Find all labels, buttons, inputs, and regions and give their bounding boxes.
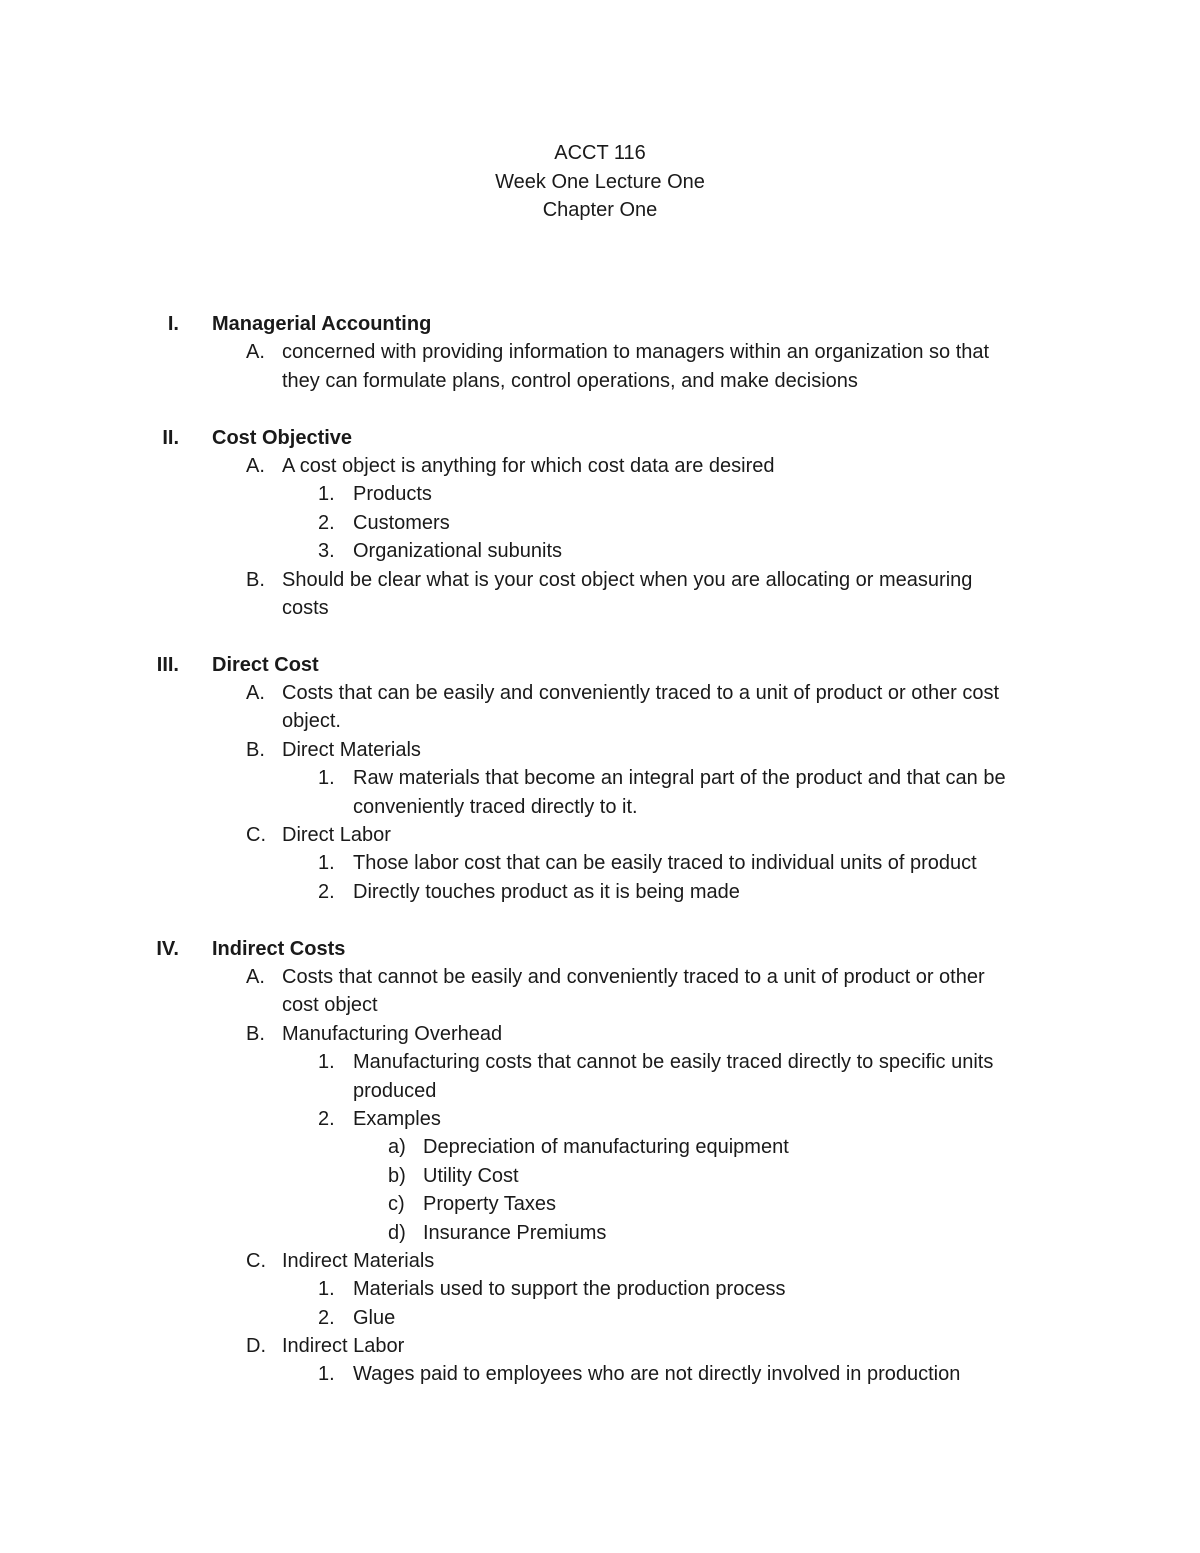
list-text: Glue xyxy=(353,1306,396,1329)
list-marker: D. xyxy=(246,1335,266,1358)
list-text: object. xyxy=(282,710,341,733)
spacer xyxy=(0,906,1200,934)
outline-subsubitem xyxy=(0,1190,1200,1218)
outline-subsubitem xyxy=(0,1133,1200,1161)
outline-subitem xyxy=(0,1360,1200,1388)
list-marker: a) xyxy=(388,1136,406,1159)
outline-subitem xyxy=(0,537,1200,565)
outline-subitem xyxy=(0,480,1200,508)
list-marker: A. xyxy=(246,341,265,364)
list-marker: B. xyxy=(246,1022,265,1045)
list-text: Customers xyxy=(353,511,450,534)
list-marker: C. xyxy=(246,824,266,847)
list-marker: IV. xyxy=(156,937,179,960)
outline-item xyxy=(0,821,1200,849)
outline-item xyxy=(0,566,1200,594)
outline-subitem xyxy=(0,1275,1200,1303)
outline-continuation xyxy=(0,594,1200,622)
list-marker: 2. xyxy=(318,1306,335,1329)
outline-continuation xyxy=(0,991,1200,1019)
outline-item xyxy=(0,452,1200,480)
section-heading xyxy=(0,424,1200,452)
list-marker: A. xyxy=(246,454,265,477)
list-marker: 3. xyxy=(318,540,335,563)
outline-continuation xyxy=(0,707,1200,735)
list-text: Manufacturing Overhead xyxy=(282,1022,503,1045)
list-text: Raw materials that become an integral part of the product and that can be xyxy=(353,767,1006,790)
list-marker: II. xyxy=(162,426,179,449)
outline-subitem xyxy=(0,509,1200,537)
section-heading xyxy=(0,935,1200,963)
list-text: Examples xyxy=(353,1107,441,1130)
list-marker: B. xyxy=(246,568,265,591)
list-marker: 2. xyxy=(318,1107,335,1130)
list-text: they can formulate plans, control operations, and make decisions xyxy=(282,369,858,392)
outline-subitem xyxy=(0,1105,1200,1133)
list-marker: A. xyxy=(246,965,265,988)
list-marker: 2. xyxy=(318,880,335,903)
list-text: Materials used to support the production process xyxy=(353,1278,786,1301)
list-marker: 2. xyxy=(318,511,335,534)
outline-subitem xyxy=(0,1048,1200,1076)
list-text: Property Taxes xyxy=(423,1193,557,1216)
list-marker: I. xyxy=(167,313,179,335)
list-text: Managerial Accounting xyxy=(212,313,432,335)
list-marker: b) xyxy=(388,1164,406,1187)
list-text: concerned with providing information to managers within an organization so that xyxy=(282,341,990,364)
list-text: Depreciation of manufacturing equipment xyxy=(423,1136,789,1159)
list-marker: 1. xyxy=(318,767,335,790)
list-text: Indirect Materials xyxy=(282,1249,435,1272)
spacer xyxy=(0,395,1200,423)
outline-item xyxy=(0,1020,1200,1048)
list-text: costs xyxy=(282,596,329,619)
list-text: A cost object is anything for which cost data are desired xyxy=(282,454,775,477)
outline-item xyxy=(0,963,1200,991)
list-marker: 1. xyxy=(318,852,335,875)
outline-item xyxy=(0,679,1200,707)
outline-continuation xyxy=(0,1077,1200,1105)
list-text: produced xyxy=(353,1079,437,1102)
list-text: Organizational subunits xyxy=(353,540,563,563)
outline-item xyxy=(0,1332,1200,1360)
list-text: conveniently traced directly to it. xyxy=(353,795,638,818)
list-text: Wages paid to employees who are not directly involved in production xyxy=(353,1363,961,1386)
list-marker: III. xyxy=(156,653,179,676)
chapter-title: Chapter One xyxy=(542,199,658,222)
outline-subsubitem xyxy=(0,1162,1200,1190)
outline-continuation xyxy=(0,793,1200,821)
list-marker: 1. xyxy=(318,483,335,506)
outline-item xyxy=(0,736,1200,764)
section-heading xyxy=(0,310,1200,338)
list-text: Products xyxy=(353,483,432,506)
list-marker: 1. xyxy=(318,1363,335,1386)
list-marker: 1. xyxy=(318,1051,335,1074)
list-text: Indirect Labor xyxy=(282,1335,405,1358)
list-marker: C. xyxy=(246,1249,266,1272)
section-heading xyxy=(0,651,1200,679)
outline-continuation xyxy=(0,367,1200,395)
outline-item xyxy=(0,1247,1200,1275)
list-text: Costs that cannot be easily and conveniently traced to a unit of product or other xyxy=(282,965,985,988)
list-text: Utility Cost xyxy=(423,1164,519,1187)
list-text: Indirect Costs xyxy=(212,937,346,960)
outline-subsubitem xyxy=(0,1219,1200,1247)
list-marker: c) xyxy=(388,1193,405,1216)
list-text: Directly touches product as it is being made xyxy=(353,880,740,903)
list-marker: d) xyxy=(388,1221,406,1244)
list-text: Those labor cost that can be easily traced to individual units of product xyxy=(353,852,977,875)
list-text: Should be clear what is your cost object when you are allocating or measuring xyxy=(282,568,973,591)
list-marker: B. xyxy=(246,738,265,761)
list-text: Insurance Premiums xyxy=(423,1221,607,1244)
list-text: Direct Cost xyxy=(212,653,319,676)
outline-subitem xyxy=(0,849,1200,877)
outline-subitem xyxy=(0,878,1200,906)
list-text: cost object xyxy=(282,994,378,1017)
document-header xyxy=(0,139,1200,225)
spacer xyxy=(0,622,1200,650)
list-marker: 1. xyxy=(318,1278,335,1301)
list-text: Cost Objective xyxy=(212,426,353,449)
outline-item xyxy=(0,338,1200,366)
outline-subitem xyxy=(0,764,1200,792)
course-title: ACCT 116 xyxy=(554,142,646,164)
list-text: Costs that can be easily and conveniently traced to a unit of product or other cost xyxy=(282,682,1000,705)
list-marker: A. xyxy=(246,682,265,705)
lecture-title: Week One Lecture One xyxy=(495,170,705,193)
list-text: Manufacturing costs that cannot be easily traced directly to specific units xyxy=(353,1051,994,1074)
lecture-outline xyxy=(0,310,1200,1389)
outline-subitem xyxy=(0,1304,1200,1332)
list-text: Direct Labor xyxy=(282,824,391,847)
list-text: Direct Materials xyxy=(282,738,421,761)
